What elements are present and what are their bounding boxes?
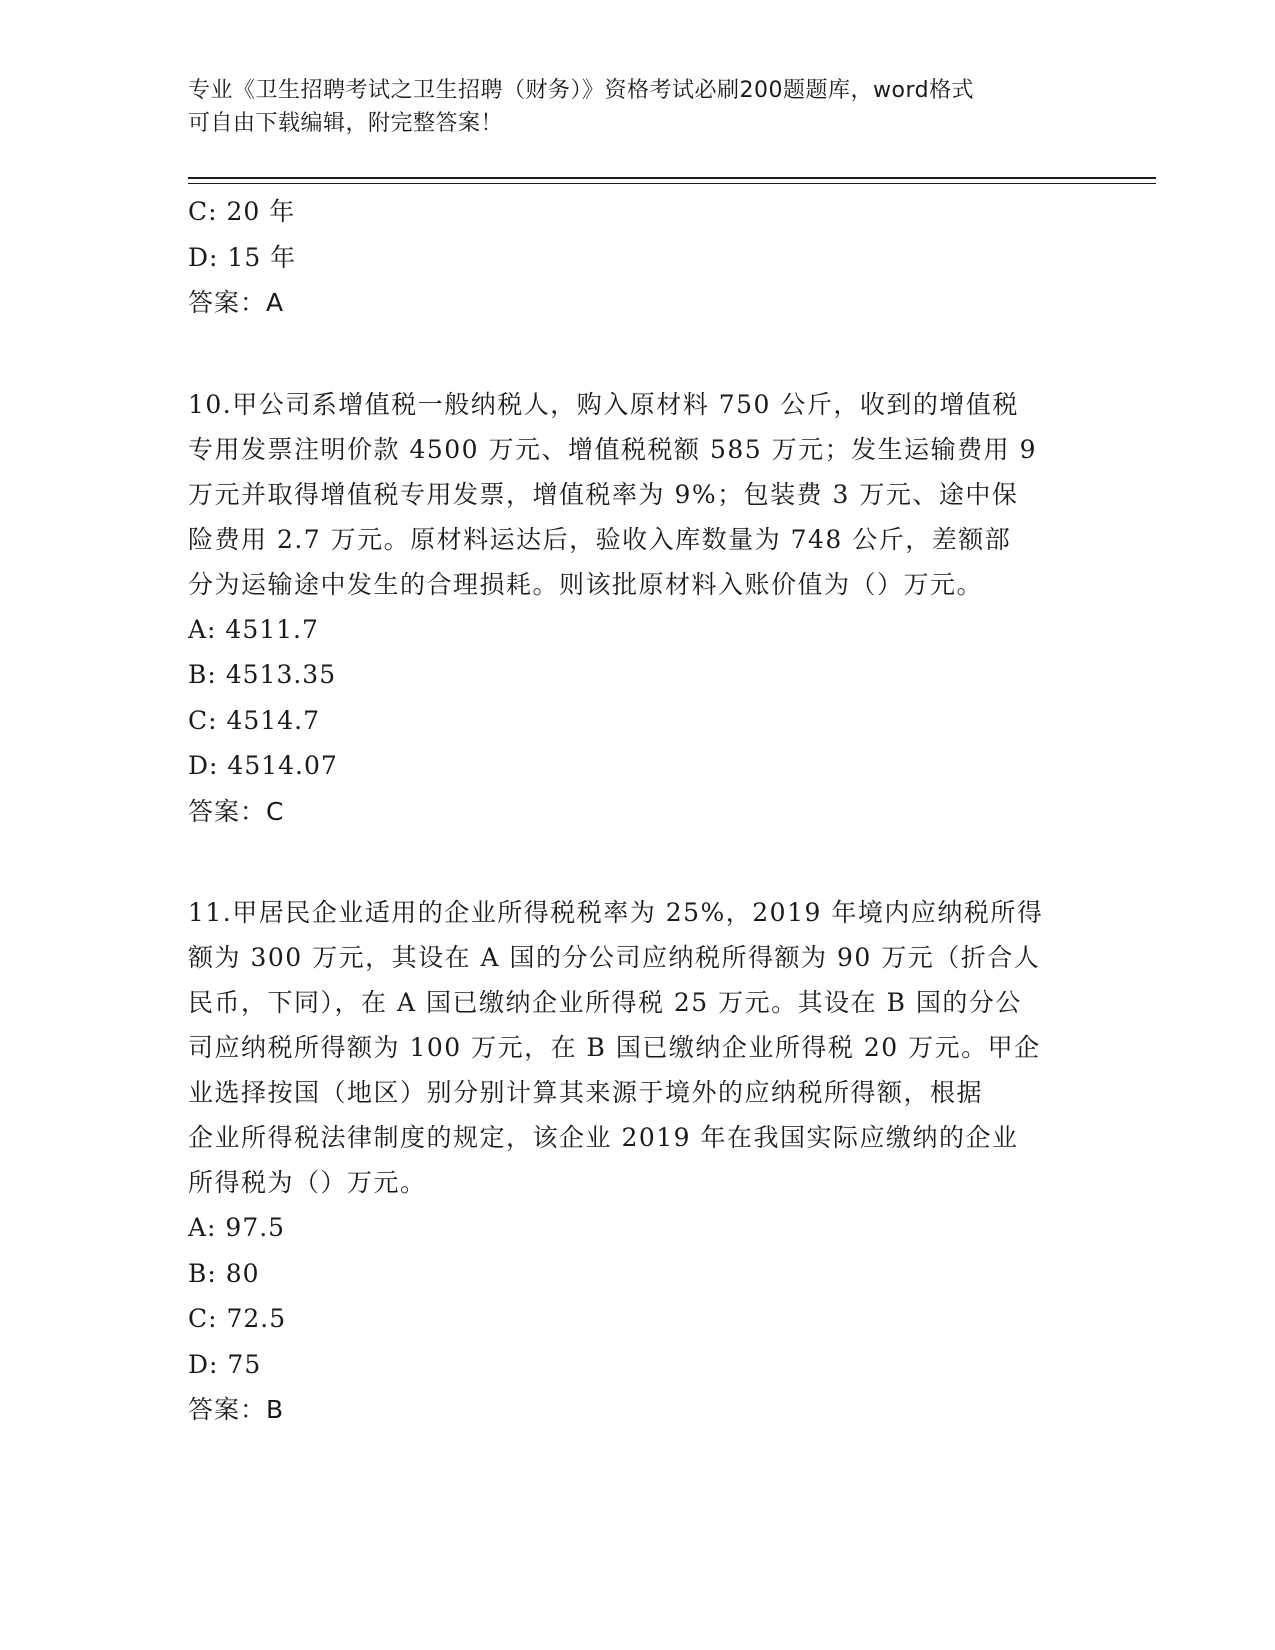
answer-line: 答案：C xyxy=(188,796,285,826)
previous-question-tail xyxy=(188,189,1088,326)
option-d: D: 15 年 xyxy=(188,242,297,272)
question-10 xyxy=(188,382,1088,835)
option-d: D: 75 xyxy=(188,1349,262,1379)
option-b: B: 80 xyxy=(188,1258,260,1288)
question-content xyxy=(188,189,1088,1433)
question-stem-line: 民币，下同），在 A 国已缴纳企业所得税 25 万元。其设在 B 国的分公 xyxy=(188,988,1022,1017)
header-divider-thin xyxy=(188,183,1156,184)
option-a: A: 97.5 xyxy=(188,1213,286,1242)
option-d: D: 4514.07 xyxy=(188,751,338,780)
option-c: C: 20 年 xyxy=(188,197,296,226)
question-11 xyxy=(188,890,1088,1433)
question-stem-line: 业选择按国（地区）别分别计算其来源于境外的应纳税所得额，根据 xyxy=(188,1078,984,1107)
question-stem-line: 险费用 2.7 万元。原材料运达后，验收入库数量为 748 公斤，差额部 xyxy=(188,524,1012,554)
page-header xyxy=(188,74,1068,140)
option-c: C: 4514.7 xyxy=(188,705,320,735)
question-stem-line: 额为 300 万元，其设在 A 国的分公司应纳税所得额为 90 万元（折合人 xyxy=(188,943,1041,972)
question-stem-line: 司应纳税所得额为 100 万元，在 B 国已缴纳企业所得税 20 万元。甲企 xyxy=(188,1033,1041,1062)
option-c: C: 72.5 xyxy=(188,1304,287,1333)
question-stem-line: 所得税为（）万元。 xyxy=(188,1168,427,1197)
question-stem-line: 万元并取得增值税专用发票，增值税率为 9%；包装费 3 万元、途中保 xyxy=(188,479,1019,509)
question-stem-line: 企业所得税法律制度的规定，该企业 2019 年在我国实际应缴纳的企业 xyxy=(188,1123,1019,1152)
option-b: B: 4513.35 xyxy=(188,660,337,689)
question-stem-line: 分为运输途中发生的合理损耗。则该批原材料入账价值为（）万元。 xyxy=(188,569,984,599)
question-stem-line: 10.甲公司系增值税一般纳税人，购入原材料 750 公斤，收到的增值税 xyxy=(188,389,1019,419)
header-title-line-1: 专业《卫生招聘考试之卫生招聘（财务）》资格考试必刷200题题库，word格式 xyxy=(188,78,975,103)
answer-line: 答案：B xyxy=(188,1395,285,1424)
header-divider-thick xyxy=(188,177,1156,179)
answer-line: 答案：A xyxy=(188,288,285,317)
question-stem-line: 专用发票注明价款 4500 万元、增值税税额 585 万元；发生运输费用 9 xyxy=(188,434,1037,464)
question-stem-line: 11.甲居民企业适用的企业所得税税率为 25%，2019 年境内应纳税所得 xyxy=(188,898,1044,927)
option-a: A: 4511.7 xyxy=(188,614,319,644)
header-title-line-2: 可自由下载编辑，附完整答案！ xyxy=(188,111,504,136)
